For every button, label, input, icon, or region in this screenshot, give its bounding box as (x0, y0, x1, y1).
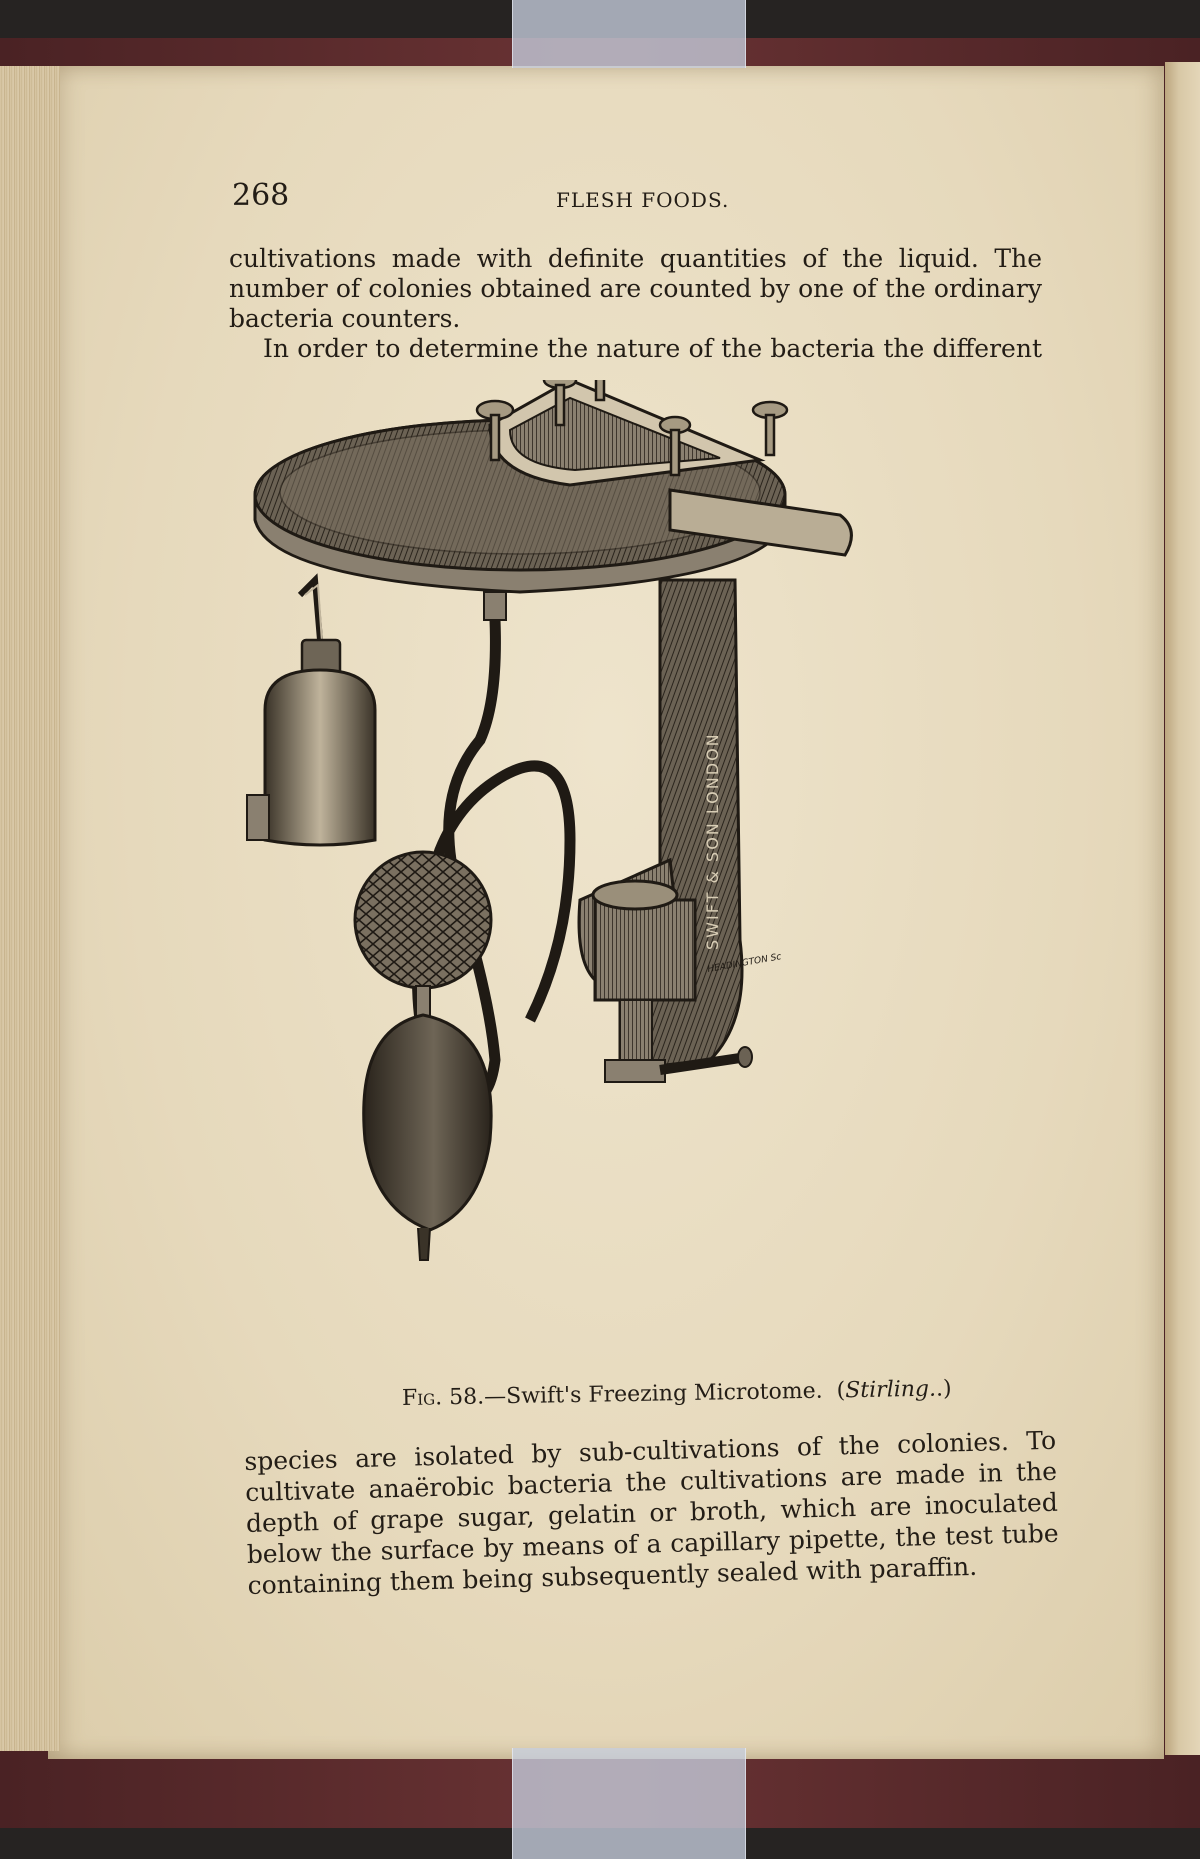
figure-microtome (240, 380, 1040, 1380)
body-text-top (229, 244, 1042, 364)
figure-caption: Fig. 58.—Swift's Freezing Microtome. (Stirling..) (401, 1376, 952, 1411)
page-stack-edges (0, 66, 60, 1751)
figure-attribution: Stirling. (845, 1376, 937, 1404)
running-head: FLESH FOODS. (556, 188, 730, 212)
paragraph: cultivations made with definite quantities of the liquid. The number of colonies obtained are counted by one of the ordinary bacteria counters. (229, 244, 1042, 333)
figure-number: Fig. 58. (401, 1384, 485, 1411)
microtome-engraving (240, 380, 1040, 1380)
maker-engraving: SWIFT & SON LONDON (703, 732, 722, 950)
page-header (232, 178, 1042, 218)
tape-strip-bottom (512, 1748, 746, 1859)
right-page-edge (1165, 62, 1200, 1755)
paragraph: In order to determine the nature of the bacteria the different (263, 334, 1042, 363)
tape-strip-top (512, 0, 746, 68)
paragraph: species are isolated by sub-cultivations of the colonies. To cultivate anaërobic bacteria the cultivations are made in the depth of grape sugar, gelatin or broth, which are inoculated below the surface by means of a capillary pipette, the test tube containing them being subsequently sealed with paraffin. (244, 1425, 1059, 1600)
body-text-bottom (244, 1425, 1060, 1601)
figure-title: —Swift's Freezing Microtome. (483, 1378, 823, 1410)
engraver-mark: HEADINGTON Sc (706, 952, 783, 975)
page-number: 268 (232, 178, 290, 213)
